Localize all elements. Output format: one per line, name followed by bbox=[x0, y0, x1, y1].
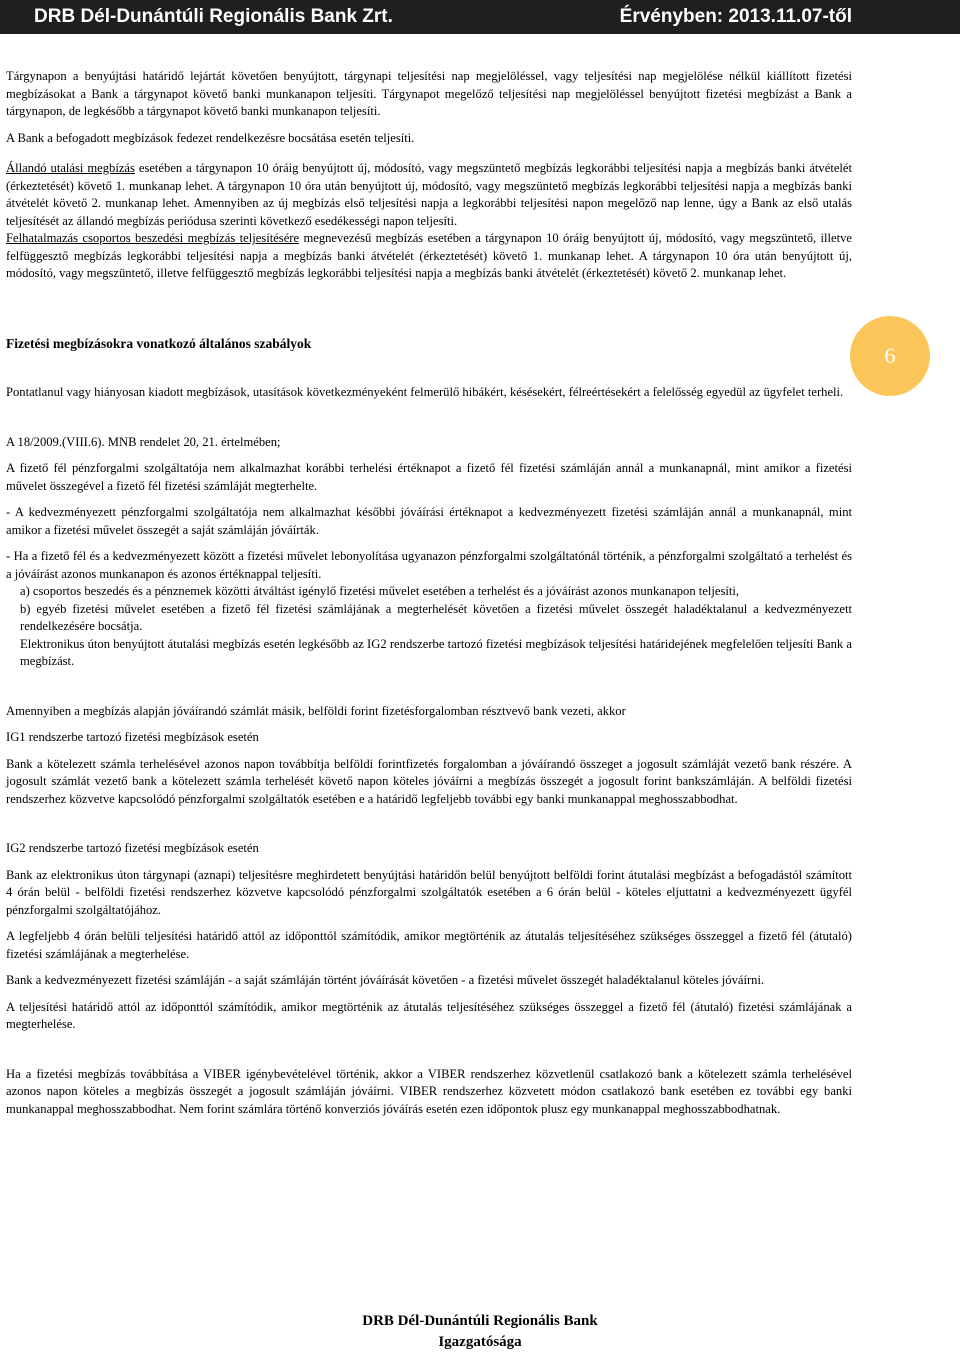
paragraph: - Ha a fizető fél és a kedvezményezett között a fizetési művelet lebonyolítása ugyanazon pénzforgalmi szolgáltatónál történik, a pénzforgalmi szolgáltató a terhelést és a jóváírást azonos munkanapon és azonos értéknappal teljesíti. bbox=[6, 549, 852, 581]
paragraph: A 18/2009.(VIII.6). MNB rendelet 20, 21. értelmében; bbox=[6, 434, 281, 449]
footer-bank-name: DRB Dél-Dunántúli Regionális Bank bbox=[362, 1313, 598, 1329]
paragraph: Amennyiben a megbízás alapján jóváírandó számlát másik, belföldi forint fizetésforgalomban résztvevő bank vezeti, akkor bbox=[6, 703, 626, 718]
list-item: Elektronikus úton benyújtott átutalási megbízás esetén legkésőbb az IG2 rendszerbe tartozó fizetési megbízások teljesítési határidejének megfelelően teljesíti Bank a megbízást. bbox=[20, 636, 852, 668]
standing-order-term: Állandó utalási megbízás bbox=[6, 161, 135, 175]
paragraph-text: esetében a tárgynapon 10 óráig benyújtott új, módosító, vagy megszüntető megbízás legkorábbi teljesítési napja a megbízás banki átvételét (érkeztetését) követő 1. munkanap lehet. A tárgynapon 10 óra után benyújtott új, módosító, vagy megszüntető megbízás legkorábbi teljesítési napja a megbízás banki átvételét követő 2. munkanap lehet. Amennyiben az új megbízás első teljesítési napja a legkorábbi teljesítési napon megelőző nap lenne, úgy a Bank az első utalás teljesítését az állandó megbízás periódusa szerinti következő esedékességi napon teljesíti. bbox=[6, 161, 852, 228]
paragraph: Ha a fizetési megbízás továbbítása a VIBER igénybevételével történik, akkor a VIBER rendszerhez közvetlenül csatlakozó bank a kötelezett számla terhelésével azonos napon köteles a megbízás összegét a jogosult számláján jóváírni. VIBER rendszerhez közvetett módon csatlakozó bank esetében ez további egy banki munkanappal meghosszabbodhat. Nem forint számlára történő konverziós jóváírás esetén ezen időpontok plusz egy munkanappal meghosszabbodhatnak. bbox=[6, 1066, 852, 1116]
paragraph: Tárgynapon a benyújtási határidő lejártát követően benyújtott, tárgynapi teljesítési nap megjelöléssel, vagy teljesítési nap megjelölése nélkül kiállított fizetési megbízásokat a Bank a tárgynapot követő banki munkanapon teljesíti. Tárgynapot megelőző teljesítési nap megjelöléssel benyújtott fizetési megbízást a Bank a tárgynapon, de legkésőbb a tárgynapot követő banki munkanapon teljesíti. bbox=[6, 69, 852, 118]
header-bank-name: DRB Dél-Dunántúli Regionális Bank Zrt. bbox=[34, 6, 393, 27]
document-body bbox=[6, 68, 852, 1118]
paragraph: A teljesítési határidő attól az időponttól számítódik, amikor megtörténik az átutalás teljesítéséhez szükséges összeggel a fizető fél (átutaló) fizetési számlájának a megterhelése. bbox=[6, 999, 852, 1031]
subheading-ig2: IG2 rendszerbe tartozó fizetési megbízások esetén bbox=[6, 841, 259, 855]
paragraph: Bank az elektronikus úton tárgynapi (aznapi) teljesítésre meghirdetett benyújtási határidőn belül benyújtott belföldi forint átutalási megbízást a befogadástól számított 4 órán belül - belföldi fizetési rendszerhez közvetve kapcsolódó pénzforgalmi szolgáltatók esetében a 6 órán belül - köteles eljuttatni a kedvezményezett ügyfél pénzforgalmi szolgáltatójához. bbox=[6, 867, 852, 917]
document-header bbox=[0, 0, 960, 34]
paragraph: Bank a kedvezményezett fizetési számláján - a saját számláján történt jóváírását követően - a fizetési művelet összegét haladéktalanul köteles jóváírni. bbox=[6, 973, 765, 987]
paragraph: Bank a kötelezett számla terhelésével azonos napon továbbítja belföldi forintfizetés forgalomban a jóváírandó összeget a jogosult számláját vezető bank részére. A jogosult számlát vezető bank a kötelezett számla terhelését követő napon köteles jóváírni a megbízás összegét a jogosult forint bankszámláján. A belföldi fizetési rendszerhez közvetve kapcsolódó pénzforgalmi szolgáltatók esetében e a határidő legfeljebb további egy banki munkanappal meghosszabbodhat. bbox=[6, 756, 852, 806]
list-item: b) egyéb fizetési művelet esetében a fizető fél fizetési számlájának a megterhelését követően a fizetési művelet összegét haladéktalanul a kedvezményezett rendelkezésére bocsátja. bbox=[20, 601, 852, 633]
subheading-ig1: IG1 rendszerbe tartozó fizetési megbízások esetén bbox=[6, 730, 259, 744]
page-number-badge bbox=[850, 316, 930, 396]
paragraph: Pontatlanul vagy hiányosan kiadott megbízások, utasítások következményeként felmerülő hibákért, késésekért, félreértésekért a felelősség egyedül az ügyfelet terheli. bbox=[6, 385, 844, 399]
list-item: a) csoportos beszedés és a pénznemek közötti átváltást igénylő fizetési művelet esetében a terhelést és a jóváírást azonos munkanapon teljesíti, bbox=[20, 584, 739, 598]
header-validity-date: Érvényben: 2013.11.07-től bbox=[619, 6, 852, 27]
paragraph-direct-debit bbox=[6, 230, 852, 283]
document-footer bbox=[0, 1311, 960, 1353]
direct-debit-term: Felhatalmazás csoportos beszedési megbízás teljesítésére bbox=[6, 231, 300, 245]
paragraph: - A kedvezményezett pénzforgalmi szolgáltatója nem alkalmazhat későbbi jóváírási értéknapot a kedvezményezett fizetési számláján annál a munkanapnál, mint amikor a fizetési művelet összegét a saját számláján jóváírták. bbox=[6, 505, 852, 537]
paragraph-text: megnevezésű megbízás esetében a tárgynapon 10 óráig benyújtott új, módosító, vagy megszüntető, illetve felfüggesztő megbízás legkorábbi teljesítési napja a megbízás banki átvételét (érkeztetését) követő 1. munkanap lehet. A tárgynapon 10 óra után benyújtott új, módosító, vagy megszüntető, illetve felfüggesztő megbízás legkorábbi teljesítési napja a megbízás banki átvételét (érkeztetését) követő 2. munkanap lehet. bbox=[6, 231, 852, 280]
paragraph: A legfeljebb 4 órán belüli teljesítési határidő attól az időponttól számítódik, amikor megtörténik az átutalás teljesítéséhez szükséges összeggel a fizető fél (átutaló) fizetési számlájának a megterhelése. bbox=[6, 929, 852, 961]
paragraph: A Bank a befogadott megbízások fedezet rendelkezésre bocsátása esetén teljesíti. bbox=[6, 130, 415, 145]
paragraph: A fizető fél pénzforgalmi szolgáltatója nem alkalmazhat korábbi terhelési értéknapot a fizető fél fizetési számláján annál a munkanapnál, mint amikor a fizetési művelet összegével a fizető fél fizetési számláját megterhelte. bbox=[6, 461, 852, 493]
section-heading: Fizetési megbízásokra vonatkozó általános szabályok bbox=[6, 335, 312, 351]
paragraph-standing-order bbox=[6, 160, 852, 230]
page-number: 6 bbox=[884, 343, 896, 368]
footer-board: Igazgatósága bbox=[438, 1334, 522, 1350]
